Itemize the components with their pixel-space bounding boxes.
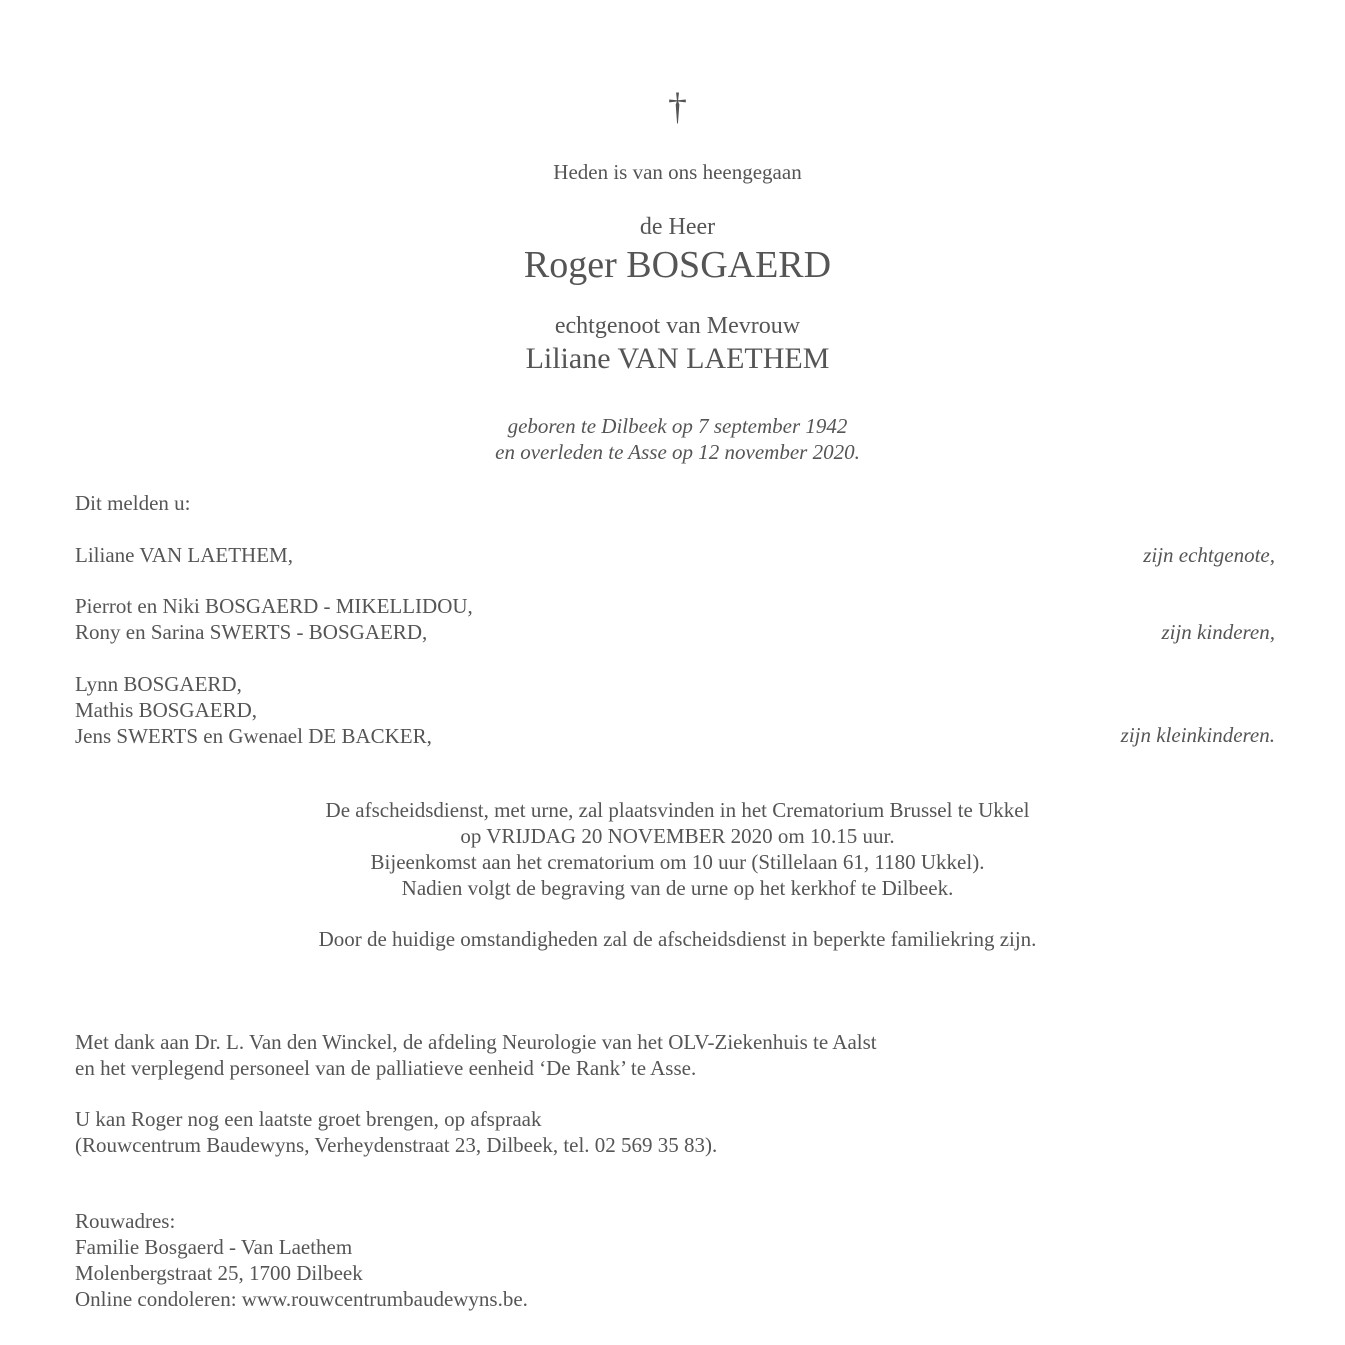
family-name-line: Mathis BOSGAERD,: [75, 698, 258, 722]
relation-spouse: zijn echtgenote,: [1143, 543, 1275, 567]
service-line: op VRIJDAG 20 NOVEMBER 2020 om 10.15 uur.: [460, 824, 895, 848]
family-group-children: [75, 593, 473, 645]
thanks-line: Met dank aan Dr. L. Van den Winckel, de afdeling Neurologie van het OLV-Ziekenhuis te Aalst: [75, 1030, 877, 1054]
family-name-line: Rony en Sarina SWERTS - BOSGAERD,: [75, 620, 428, 644]
address-line: Molenbergstraat 25, 1700 Dilbeek: [75, 1261, 363, 1285]
intro-text: Heden is van ons heengegaan: [553, 160, 802, 184]
service-details: [0, 797, 1345, 901]
spouse-name: Liliane VAN LAETHEM: [525, 342, 830, 375]
family-name-line: Liliane VAN LAETHEM,: [75, 543, 293, 567]
address-line: Rouwadres:: [75, 1209, 176, 1233]
service-line: De afscheidsdienst, met urne, zal plaatsvinden in het Crematorium Brussel te Ukkel: [325, 798, 1030, 822]
visit-line: U kan Roger nog een laatste groet brengen, op afspraak: [75, 1107, 542, 1131]
spouse-prefix: echtgenoot van Mevrouw: [554, 313, 801, 339]
address-line: Familie Bosgaerd - Van Laethem: [75, 1235, 353, 1259]
restriction-note: Door de huidige omstandigheden zal de afscheidsdienst in beperkte familiekring zijn.: [318, 927, 1037, 951]
death-line: en overleden te Asse op 12 november 2020.: [495, 440, 860, 464]
family-group-spouse: [75, 542, 293, 568]
family-name-line: Jens SWERTS en Gwenael DE BACKER,: [75, 724, 432, 748]
service-line: Bijeenkomst aan het crematorium om 10 uur (Stillelaan 61, 1180 Ukkel).: [370, 850, 985, 874]
visit-line: (Rouwcentrum Baudewyns, Verheydenstraat 23, Dilbeek, tel. 02 569 35 83).: [75, 1133, 718, 1157]
family-name-line: Pierrot en Niki BOSGAERD - MIKELLIDOU,: [75, 594, 473, 618]
announcement-lead: Dit melden u:: [75, 491, 191, 515]
service-line: Nadien volgt de begraving van de urne op het kerkhof te Dilbeek.: [401, 876, 954, 900]
relation-children: zijn kinderen,: [1161, 620, 1275, 644]
deceased-name: Roger BOSGAERD: [523, 244, 832, 286]
relation-grandchildren: zijn kleinkinderen.: [1120, 723, 1275, 747]
family-name-line: Lynn BOSGAERD,: [75, 672, 242, 696]
mourning-address: [75, 1208, 528, 1312]
birth-line: geboren te Dilbeek op 7 september 1942: [507, 414, 848, 438]
condolence-link: Online condoleren: www.rouwcentrumbaudewyns.be.: [75, 1287, 528, 1311]
visit-block: [75, 1106, 717, 1158]
thanks-line: en het verplegend personeel van de palliatieve eenheid ‘De Rank’ te Asse.: [75, 1056, 697, 1080]
thanks-block: [75, 1029, 877, 1081]
family-group-grandchildren: [75, 671, 432, 749]
deceased-title: de Heer: [639, 214, 716, 240]
cross-icon: †: [668, 86, 687, 128]
